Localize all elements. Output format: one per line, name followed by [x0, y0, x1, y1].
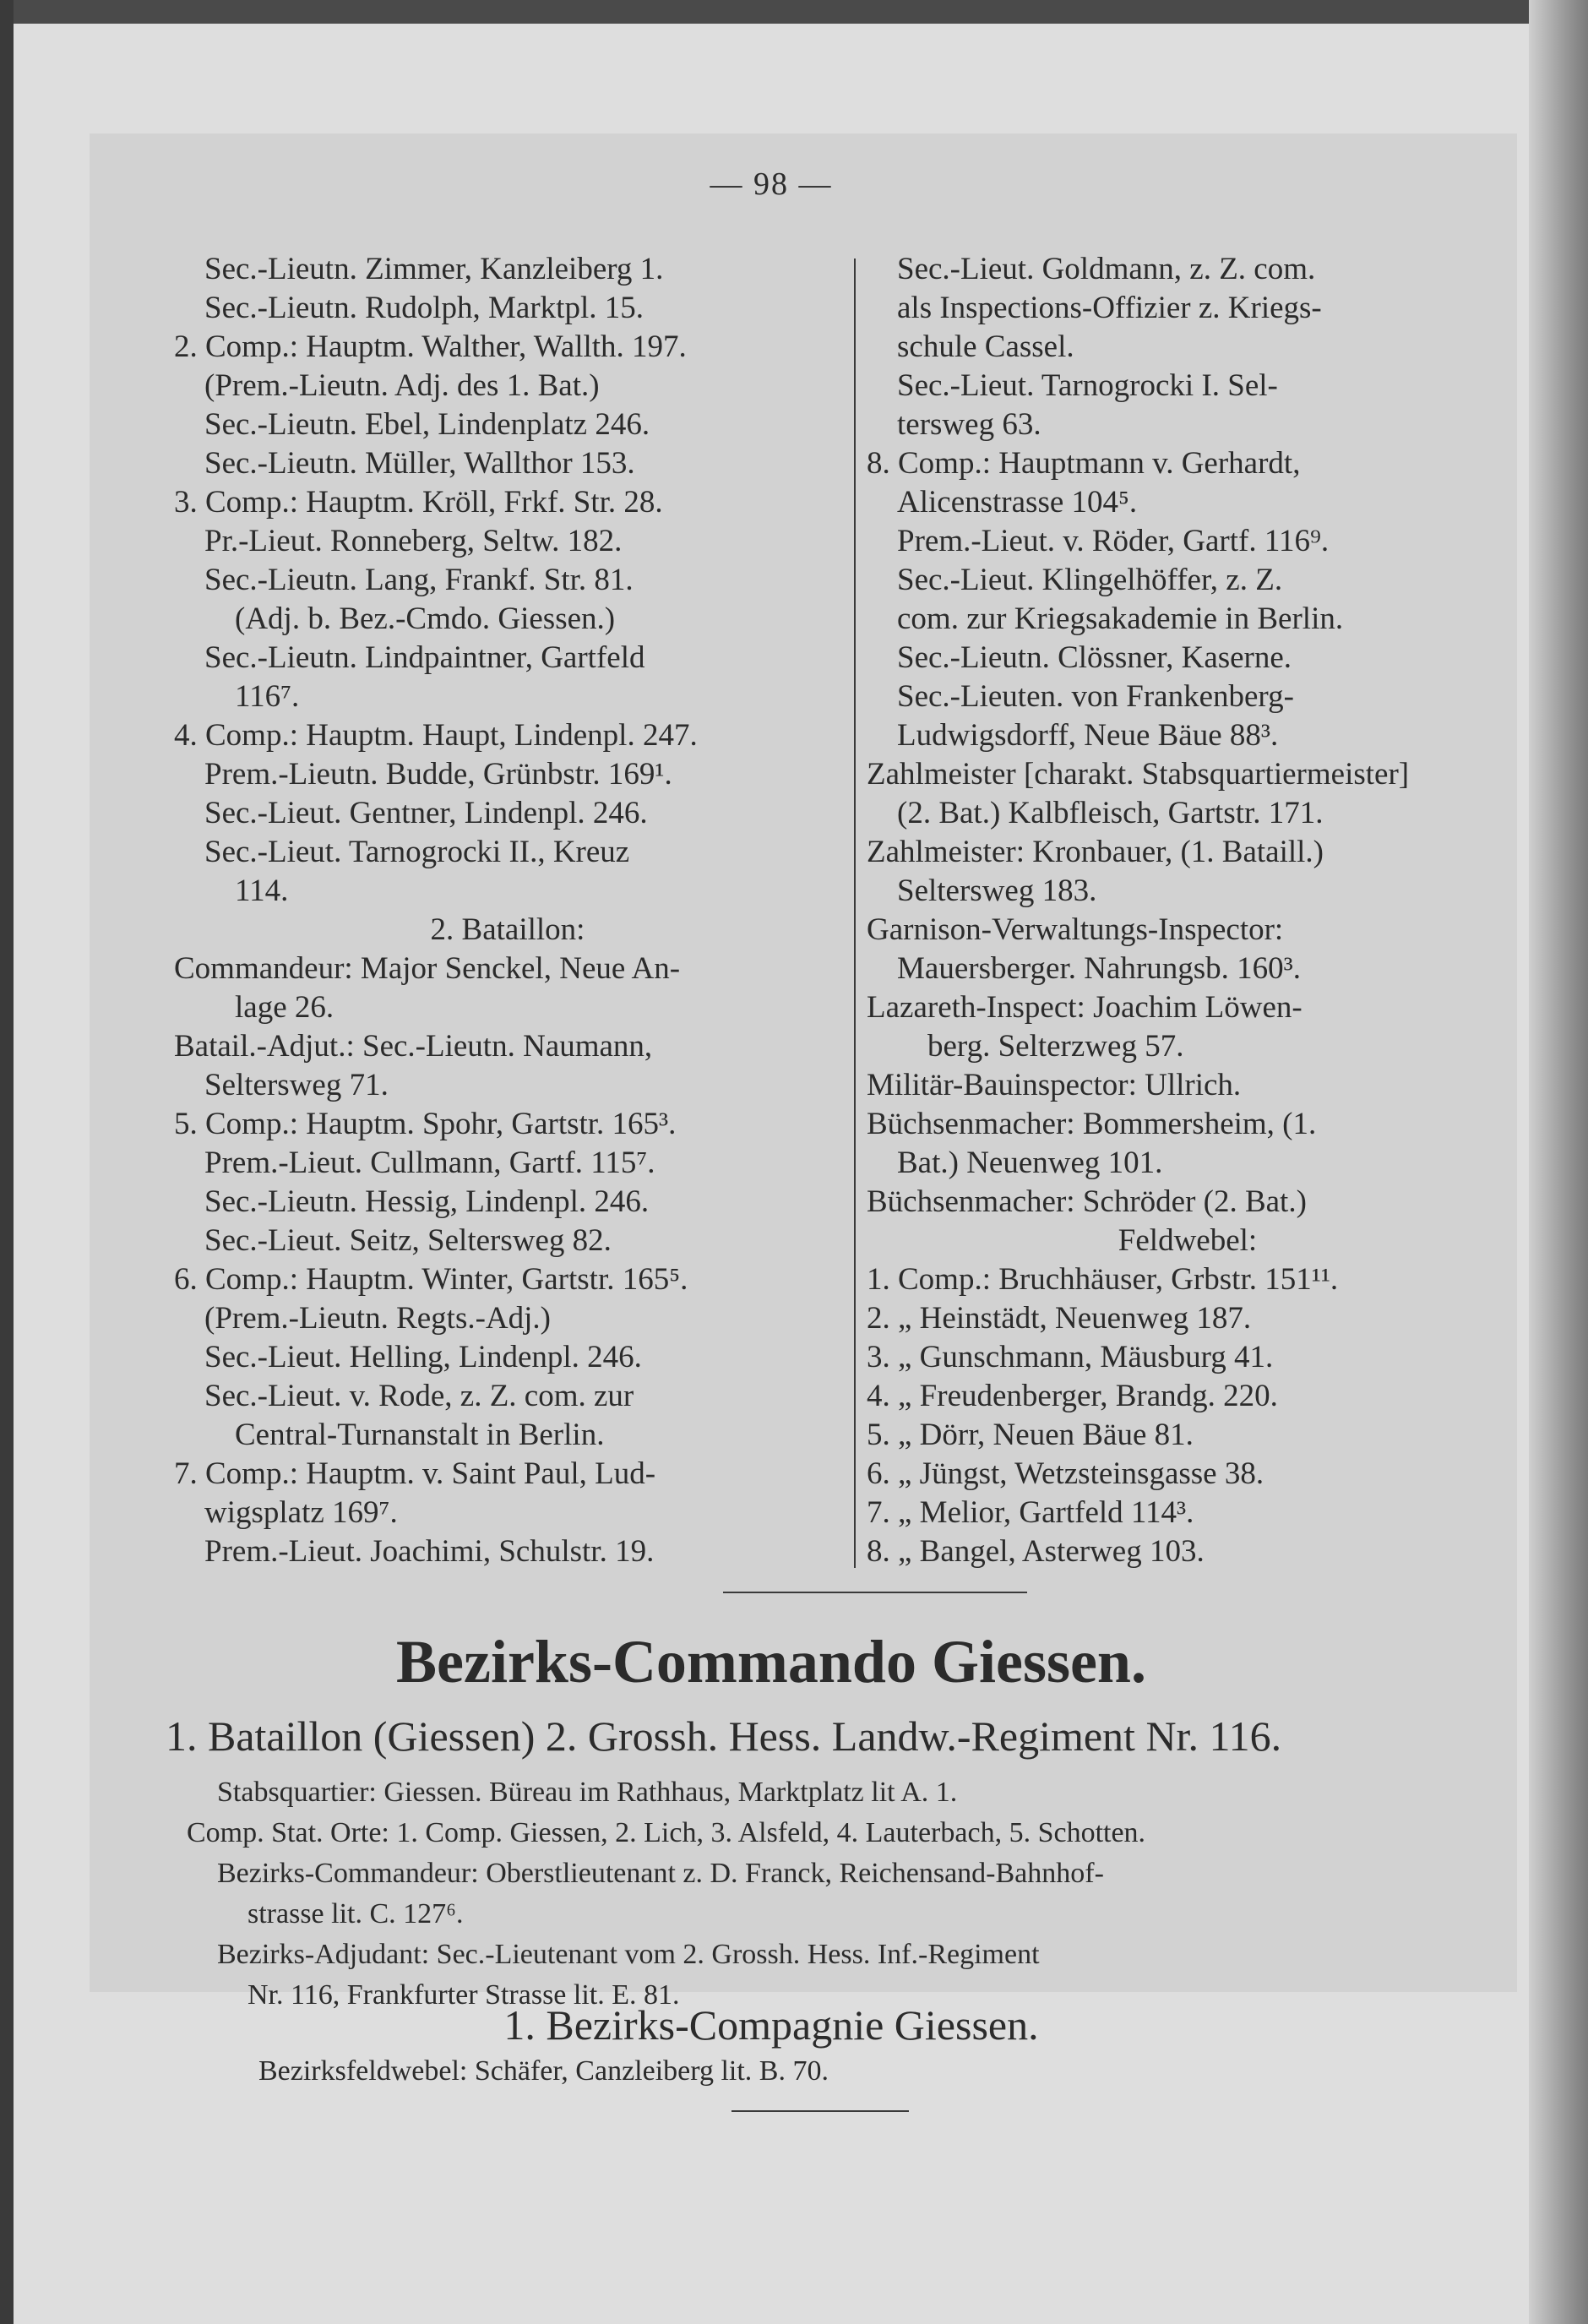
left-column-line: 6. Comp.: Hauptm. Winter, Gartstr. 165⁵. [174, 1262, 688, 1297]
left-column-line: Sec.-Lieutn. Rudolph, Marktpl. 15. [204, 291, 644, 325]
right-column-line: Alicenstrasse 104⁵. [897, 485, 1138, 520]
right-column-line: 4. „ Freudenberger, Brandg. 220. [867, 1379, 1278, 1413]
left-column-line: 7. Comp.: Hauptm. v. Saint Paul, Lud- [174, 1456, 656, 1491]
right-column-line: Lazareth-Inspect: Joachim Löwen- [867, 990, 1302, 1025]
section-detail-line: strasse lit. C. 127⁶. [247, 1898, 464, 1929]
section-divider-top [723, 1592, 1027, 1593]
left-column-line: Sec.-Lieutn. Lindpaintner, Gartfeld [204, 640, 645, 675]
right-column-line: Sec.-Lieutn. Clössner, Kaserne. [897, 640, 1292, 675]
right-column-line: tersweg 63. [897, 407, 1041, 442]
left-column-line: Central-Turnanstalt in Berlin. [235, 1418, 605, 1452]
left-column-line: Prem.-Lieut. Cullmann, Gartf. 115⁷. [204, 1146, 655, 1180]
right-column-line: Büchsenmacher: Schröder (2. Bat.) [867, 1184, 1307, 1219]
left-column-line: 2. Comp.: Hauptm. Walther, Wallth. 197. [174, 329, 687, 364]
right-column-line: Zahlmeister: Kronbauer, (1. Bataill.) [867, 835, 1324, 869]
section-detail-line: Bezirks-Commandeur: Oberstlieutenant z. D. Franck, Reichensand-Bahnhof- [217, 1858, 1104, 1889]
right-column-line: Mauersberger. Nahrungsb. 160³. [897, 951, 1301, 986]
right-column-line: Sec.-Lieut. Tarnogrocki I. Sel- [897, 368, 1278, 403]
scan-page-edge-right [1529, 0, 1588, 2324]
left-column-line: Batail.-Adjut.: Sec.-Lieutn. Naumann, [174, 1029, 653, 1064]
left-column-line: Sec.-Lieut. Gentner, Lindenpl. 246. [204, 796, 648, 830]
right-column-line: 7. „ Melior, Gartfeld 114³. [867, 1495, 1194, 1530]
right-column-line: 8. Comp.: Hauptmann v. Gerhardt, [867, 446, 1301, 481]
right-column-line: Ludwigsdorff, Neue Bäue 88³. [897, 718, 1279, 753]
page-number: — 98 — [710, 166, 833, 202]
right-column-line: com. zur Kriegsakademie in Berlin. [897, 601, 1344, 636]
left-column-line: 3. Comp.: Hauptm. Kröll, Frkf. Str. 28. [174, 485, 663, 520]
column-divider [854, 259, 856, 1568]
right-column-line: 5. „ Dörr, Neuen Bäue 81. [867, 1418, 1194, 1452]
right-column [867, 250, 1509, 1571]
right-column-line: Zahlmeister [charakt. Stabsquartiermeister] [867, 757, 1410, 792]
left-column-line: Seltersweg 71. [204, 1068, 389, 1102]
right-column-line: Seltersweg 183. [897, 874, 1097, 908]
section-divider-bottom [731, 2110, 909, 2112]
right-column-line: 6. „ Jüngst, Wetzsteinsgasse 38. [867, 1456, 1264, 1491]
left-column-line: Sec.-Lieutn. Lang, Frankf. Str. 81. [204, 563, 634, 597]
scan-border-top [0, 0, 1588, 24]
left-column-line: (Adj. b. Bez.-Cmdo. Giessen.) [235, 601, 616, 636]
right-column-line: Prem.-Lieut. v. Röder, Gartf. 116⁹. [897, 524, 1330, 558]
left-column-line: Sec.-Lieut. Tarnogrocki II., Kreuz [204, 835, 630, 869]
right-column-line: schule Cassel. [897, 329, 1074, 364]
right-column-line: Sec.-Lieuten. von Frankenberg- [897, 679, 1294, 714]
left-column-line: Sec.-Lieut. v. Rode, z. Z. com. zur [204, 1379, 634, 1413]
left-column-line: Sec.-Lieutn. Hessig, Lindenpl. 246. [204, 1184, 650, 1219]
document-page [14, 24, 1529, 2324]
left-column-line: wigsplatz 169⁷. [204, 1495, 398, 1530]
left-column-line: Commandeur: Major Senckel, Neue An- [174, 951, 681, 986]
left-column-line: (Prem.-Lieutn. Regts.-Adj.) [204, 1301, 551, 1336]
section-detail-line: Comp. Stat. Orte: 1. Comp. Giessen, 2. Lich, 3. Alsfeld, 4. Lauterbach, 5. Schotten. [187, 1817, 1146, 1848]
right-column-line: Garnison-Verwaltungs-Inspector: [867, 912, 1284, 947]
right-column-line: Sec.-Lieut. Klingelhöffer, z. Z. [897, 563, 1283, 597]
company-title: 1. Bezirks-Compagnie Giessen. [503, 2001, 1039, 2049]
scan-border-left [0, 0, 14, 2324]
left-column-line: Prem.-Lieut. Joachimi, Schulstr. 19. [204, 1534, 655, 1569]
left-column-line: Prem.-Lieutn. Budde, Grünbstr. 169¹. [204, 757, 672, 792]
right-column-line: 8. „ Bangel, Asterweg 103. [867, 1534, 1205, 1569]
right-column-line: Militär-Bauinspector: Ullrich. [867, 1068, 1242, 1102]
section-detail-line: Nr. 116, Frankfurter Strasse lit. E. 81. [247, 1979, 680, 2011]
right-column-line: Feldwebel: [1118, 1223, 1258, 1258]
section-detail-line: Stabsquartier: Giessen. Büreau im Rathhaus, Marktplatz lit A. 1. [217, 1777, 958, 1808]
right-column-line: (2. Bat.) Kalbfleisch, Gartstr. 171. [897, 796, 1324, 830]
right-column-line: 3. „ Gunschmann, Mäusburg 41. [867, 1340, 1274, 1374]
right-column-line: berg. Selterzweg 57. [927, 1029, 1184, 1064]
left-column-line: 5. Comp.: Hauptm. Spohr, Gartstr. 165³. [174, 1107, 677, 1141]
left-column-line: 4. Comp.: Hauptm. Haupt, Lindenpl. 247. [174, 718, 698, 753]
left-column-line: 116⁷. [235, 679, 300, 714]
left-column-line: (Prem.-Lieutn. Adj. des 1. Bat.) [204, 368, 600, 403]
right-column-line: Sec.-Lieut. Goldmann, z. Z. com. [897, 252, 1316, 286]
company-line: Bezirksfeldwebel: Schäfer, Canzleiberg lit. B. 70. [258, 2055, 829, 2087]
left-column-line: 114. [235, 874, 289, 908]
right-column-line: als Inspections-Offizier z. Kriegs- [897, 291, 1322, 325]
section-detail-line: Bezirks-Adjudant: Sec.-Lieutenant vom 2. Grossh. Hess. Inf.-Regiment [217, 1939, 1040, 1970]
left-column-line: 2. Bataillon: [430, 912, 585, 947]
left-column [174, 250, 841, 1571]
left-column-line: Pr.-Lieut. Ronneberg, Seltw. 182. [204, 524, 623, 558]
right-column-line: Bat.) Neuenweg 101. [897, 1146, 1163, 1180]
section-subtitle: 1. Bataillon (Giessen) 2. Grossh. Hess. Landw.-Regiment Nr. 116. [166, 1712, 1282, 1760]
right-column-line: Büchsenmacher: Bommersheim, (1. [867, 1107, 1317, 1141]
section-details [187, 1772, 1504, 2016]
section-title: Bezirks-Commando Giessen. [396, 1628, 1146, 1695]
left-column-line: lage 26. [235, 990, 334, 1025]
left-column-line: Sec.-Lieutn. Ebel, Lindenplatz 246. [204, 407, 650, 442]
left-column-line: Sec.-Lieutn. Müller, Wallthor 153. [204, 446, 635, 481]
left-column-line: Sec.-Lieutn. Zimmer, Kanzleiberg 1. [204, 252, 664, 286]
right-column-line: 2. „ Heinstädt, Neuenweg 187. [867, 1301, 1252, 1336]
left-column-line: Sec.-Lieut. Seitz, Seltersweg 82. [204, 1223, 612, 1258]
right-column-line: 1. Comp.: Bruchhäuser, Grbstr. 151¹¹. [867, 1262, 1339, 1297]
left-column-line: Sec.-Lieut. Helling, Lindenpl. 246. [204, 1340, 642, 1374]
